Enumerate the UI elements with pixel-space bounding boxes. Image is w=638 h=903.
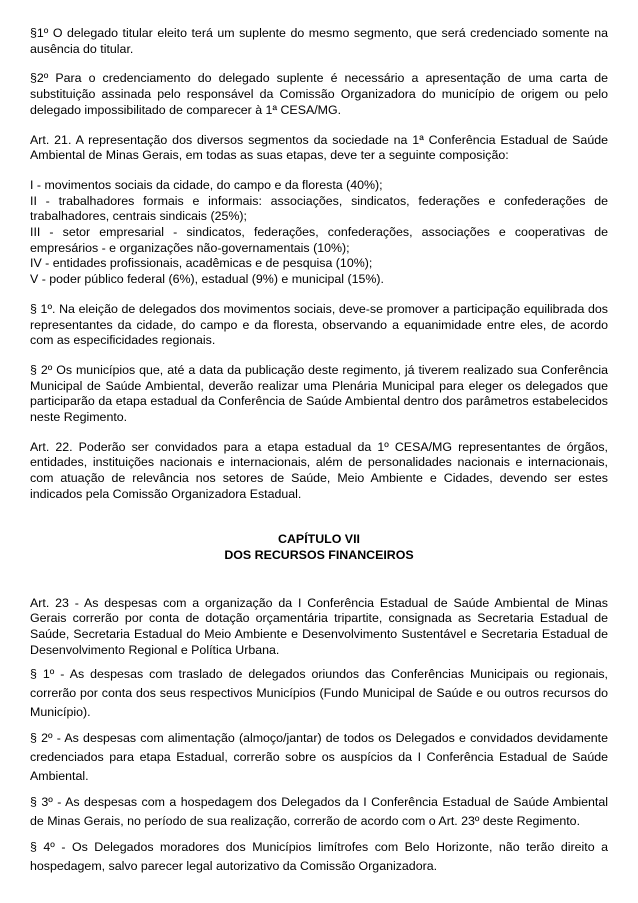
paragraph-art23: Art. 23 - As despesas com a organização da I Conferência Estadual de Saúde Ambiental de Minas Gerais correrão por conta de dotação orçamentária tripartite, consignada as Secretaria Estadual de Saúde, Secretaria Estadual do Meio Ambiente e Desenvolvimento Sustentável e Secretaria Estadual de Desenvolvimento Regional e Política Urbana. [30, 595, 608, 657]
list-item: III - setor empresarial - sindicatos, federações, confederações, associações e cooperativas de empresários - e organizações não-governamentais (10%); [30, 225, 608, 255]
paragraph-art21: Art. 21. A representação dos diversos segmentos da sociedade na 1ª Conferência Estadual de Saúde Ambiental de Minas Gerais, em todas as suas etapas, deve ter a seguinte composição: [30, 132, 608, 163]
paragraph-art21-par2: § 2º Os municípios que, até a data da publicação deste regimento, já tiverem realizado sua Conferência Municipal de Saúde Ambiental, deverão realizar uma Plenária Municipal para eleger os delegados que participarão da etapa estadual da Conferência de Saúde Ambiental dentro dos parâmetros estabelecidos neste Regimento. [30, 362, 608, 425]
paragraph-par1: §1º O delegado titular eleito terá um suplente do mesmo segmento, que será credenciado somente na ausência do titular. [30, 26, 608, 56]
composition-list [30, 178, 608, 288]
list-item: V - poder público federal (6%), estadual (9%) e municipal (15%). [30, 272, 384, 287]
paragraph-art23-par1: § 1º - As despesas com traslado de delegados oriundos das Conferências Municipais ou regionais, correrão por conta dos seus respectivos Municípios (Fundo Municipal de Saúde e ou outros recursos do Município). [30, 667, 608, 720]
paragraph-art23-par4: § 4º - Os Delegados moradores dos Municípios limítrofes com Belo Horizonte, não terão direito a hospedagem, salvo parecer legal autorizativo da Comissão Organizadora. [30, 839, 608, 873]
list-item: II - trabalhadores formais e informais: associações, sindicatos, federações e confederações de trabalhadores, centrais sindicais (25%); [30, 193, 608, 224]
financial-section [30, 596, 608, 876]
list-item: IV - entidades profissionais, acadêmicas e de pesquisa (10%); [30, 256, 373, 271]
paragraph-art23-par2: § 2º - As despesas com alimentação (almoço/jantar) de todos os Delegados e convidados devidamente credenciados para etapa Estadual, correrão sobre os auspícios da I Conferência Estadual de Saúde Ambiental. [30, 731, 608, 783]
paragraph-art23-par3: § 3º - As despesas com a hospedagem dos Delegados da I Conferência Estadual de Saúde Ambiental de Minas Gerais, no período de sua realização, correrão de acordo com o Art. 23º deste Regimento. [30, 794, 608, 828]
paragraph-art21-par1: § 1º. Na eleição de delegados dos movimentos sociais, deve-se promover a participação equilibrada dos representantes da cidade, do campo e da floresta, observando a equanimidade entre eles, de acordo com as especificidades regionais. [30, 301, 608, 348]
paragraph-par2: §2º Para o credenciamento do delegado suplente é necessário a apresentação de uma carta de substituição assinada pelo responsável da Comissão Organizadora do município de origem ou pelo delegado impossibilitado de comparecer à 1ª CESA/MG. [30, 71, 608, 117]
list-item: I - movimentos sociais da cidade, do campo e da floresta (40%); [30, 177, 383, 192]
chapter-heading [30, 531, 608, 563]
paragraph-art22: Art. 22. Poderão ser convidados para a etapa estadual da 1º CESA/MG representantes de órgãos, entidades, instituições nacionais e internacionais, além de personalidades nacionais e internacionais, com atuação de relevância nos setores de Saúde, Meio Ambiente e Cidades, devendo ser estes indicados pela Comissão Organizadora Estadual. [30, 439, 608, 501]
chapter-title: DOS RECURSOS FINANCEIROS [224, 547, 414, 562]
chapter-number: CAPÍTULO VII [278, 531, 360, 546]
